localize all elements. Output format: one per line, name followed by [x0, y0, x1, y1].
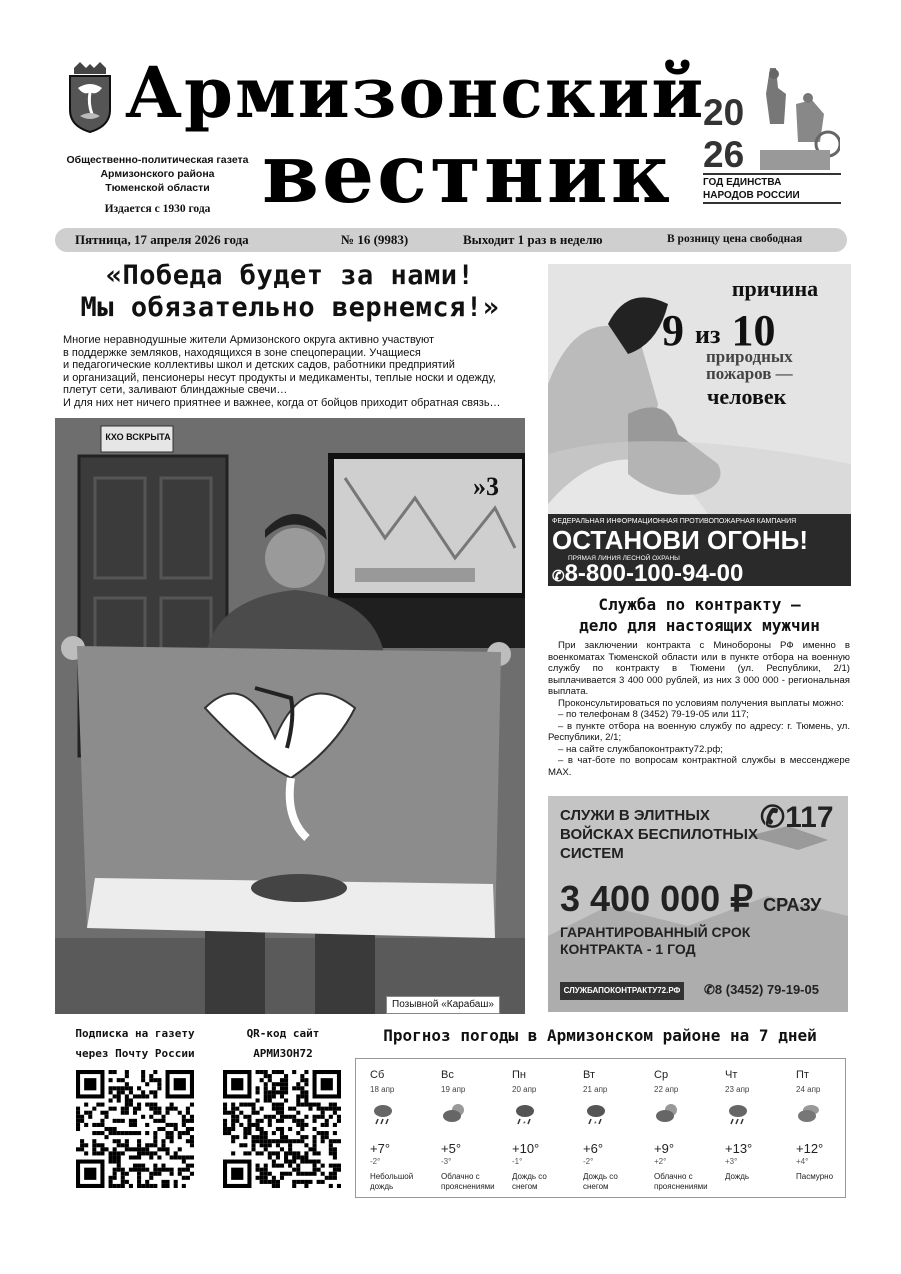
subtitle-line: Общественно-политическая газета	[66, 154, 249, 166]
rain-icon	[725, 1101, 751, 1127]
contract-paragraph: При заключении контракта с Минобороны РФ именно в военкоматах Тюменской области или в пункте отбора на военную службу по контракту в Тюмени (ул. Республики, 2/1) выплачивается 3 400 000 рублей, из них 3 000 000 - региональная выплата.	[548, 640, 850, 697]
weather-high: +6°	[583, 1141, 604, 1156]
weather-low: +2°	[654, 1157, 667, 1166]
weather-condition: Дождь со снегом	[512, 1172, 547, 1191]
year-digits-top: 20	[703, 92, 745, 133]
weather-condition: Облачно с прояснениями	[441, 1172, 495, 1191]
masthead-title-line2: вестник	[262, 126, 673, 222]
drone-site[interactable]: СЛУЖБАПОКОНТРАКТУ72.РФ	[560, 982, 684, 1000]
weather-low: -2°	[583, 1157, 594, 1166]
phone-icon: ✆	[760, 801, 786, 834]
weather-high: +9°	[654, 1141, 675, 1156]
fires-line: природных	[706, 347, 793, 366]
guarantee-line: ГАРАНТИРОВАННЫЙ СРОК	[560, 924, 751, 940]
qr-caption-line: через Почту России	[75, 1047, 195, 1060]
weather-day-date: 22 апр	[654, 1085, 679, 1094]
contract-paragraph: – по телефонам 8 (3452) 79-19-05 или 117;	[558, 709, 749, 720]
weather-condition: Дождь со снегом	[583, 1172, 618, 1191]
subtitle-line: Тюменской области	[105, 182, 210, 194]
weather-day-name: Сб	[370, 1069, 385, 1081]
weather-high: +13°	[725, 1141, 753, 1156]
drone-troops-ad	[548, 796, 848, 1012]
rain-snow-icon	[512, 1101, 538, 1127]
contract-paragraph: – на сайте службапоконтракту72.рф;	[558, 743, 723, 755]
ratio-mid: из	[695, 319, 721, 349]
contract-paragraph: Проконсультироваться по условиям получения выплаты можно:	[558, 697, 844, 709]
weather-day-date: 19 апр	[441, 1085, 466, 1094]
svg-text:*: *	[594, 1121, 597, 1127]
weather-title: Прогноз погоды в Армизонском районе на 7 дней	[383, 1026, 817, 1045]
drone-title-line: СЛУЖИ В ЭЛИТНЫХ	[560, 807, 710, 824]
headline-line: Мы обязательно вернемся!»	[80, 292, 500, 323]
weather-day-date: 21 апр	[583, 1085, 608, 1094]
weather-day-name: Вс	[441, 1069, 454, 1081]
hotline-label: ПРЯМАЯ ЛИНИЯ ЛЕСНОЙ ОХРАНЫ	[568, 555, 680, 562]
weather-day-date: 20 апр	[512, 1085, 537, 1094]
rain-icon	[370, 1101, 396, 1127]
contract-paragraph: – в чат-боте по вопросам контрактной службы в мессенджере MAX.	[548, 755, 850, 778]
fire-ad-band	[548, 514, 851, 586]
contract-title	[548, 594, 851, 636]
weather-day-date: 23 апр	[725, 1085, 750, 1094]
drone-amount	[560, 878, 821, 920]
intro-line: и организаций, пенсионеры несут продукты и медикаменты, теплые носки и одежду,	[63, 371, 496, 384]
drone-title-line: ВОЙСКАХ БЕСПИЛОТНЫХ	[560, 826, 758, 843]
soldier-with-flag-illustration	[55, 418, 525, 1014]
phone-icon: ✆	[704, 982, 715, 997]
weather-high: +5°	[441, 1141, 462, 1156]
weather-day-date: 24 апр	[796, 1085, 821, 1094]
issue-price: В розницу цена свободная	[667, 233, 803, 245]
drone-guarantee	[560, 924, 750, 958]
guarantee-line: КОНТРАКТА - 1 ГОД	[560, 941, 696, 957]
weather-condition: Небольшой дождь	[370, 1172, 414, 1191]
year-divider	[703, 202, 841, 204]
phone-icon: ✆	[552, 568, 565, 585]
lead-photo	[55, 418, 525, 1014]
weather-low: +4°	[796, 1157, 809, 1166]
qr-code-subscription[interactable]	[76, 1070, 194, 1188]
weather-day-name: Пн	[512, 1069, 526, 1081]
drone-title-line: СИСТЕМ	[560, 845, 624, 862]
drone-title	[560, 806, 758, 863]
intro-line: плетут сети, заливают блиндажные свечи…	[63, 384, 288, 397]
weather-forecast	[355, 1058, 846, 1198]
drone-short-number[interactable]	[760, 800, 834, 835]
contract-title-line: Служба по контракту —	[598, 595, 801, 614]
issue-frequency: Выходит 1 раз в неделю	[463, 232, 603, 247]
qr-caption-site	[208, 1024, 358, 1064]
drone-phone[interactable]	[704, 982, 819, 998]
partly-cloudy-icon	[654, 1101, 680, 1127]
fires-line: пожаров —	[706, 364, 793, 383]
subtitle-line: Армизонского района	[100, 168, 215, 180]
weather-day-name: Ср	[654, 1069, 669, 1081]
lead-intro	[63, 334, 525, 410]
year-slogan-line: ГОД ЕДИНСТВА	[703, 177, 782, 188]
rain-snow-icon	[583, 1101, 609, 1127]
year-divider	[703, 173, 841, 175]
weather-high: +12°	[796, 1141, 824, 1156]
intro-line: Многие неравнодушные жители Армизонского округа активно участвуют	[63, 334, 435, 346]
drone-amount-suffix: СРАЗУ	[763, 895, 822, 915]
photo-caption: Позывной «Карабаш»	[386, 996, 500, 1014]
masthead-title-line1: Армизонский	[125, 51, 706, 134]
campaign-line: ФЕДЕРАЛЬНАЯ ИНФОРМАЦИОННАЯ ПРОТИВОПОЖАРНАЯ КАМПАНИЯ	[552, 518, 797, 525]
intro-line: в поддержке земляков, находящихся в зоне спецоперации. Учащиеся	[63, 346, 421, 359]
weather-high: +10°	[512, 1141, 540, 1156]
masthead-since: Издается с 1930 года	[104, 203, 211, 215]
year-slogan-line: НАРОДОВ РОССИИ	[703, 190, 800, 201]
qr-caption-line: Подписка на газету	[75, 1027, 195, 1040]
year-slogan	[703, 176, 800, 202]
coat-of-arms-icon	[66, 62, 114, 134]
year-digits-bottom: 26	[703, 134, 745, 175]
contract-text	[548, 640, 850, 778]
overcast-icon	[796, 1101, 822, 1127]
year-logo	[703, 92, 745, 175]
qr-caption-line: QR-код сайт	[246, 1027, 320, 1040]
qr-caption-line: АРМИЗОН72	[253, 1047, 313, 1060]
continue-marker[interactable]: »3	[473, 472, 499, 501]
weather-day-name: Чт	[725, 1069, 738, 1081]
drone-short-number-text: 117	[785, 801, 834, 834]
ratio-left: 9	[662, 306, 684, 355]
qr-caption-subscription	[60, 1024, 210, 1064]
weather-high: +7°	[370, 1141, 391, 1156]
headline-line: «Победа будет за нами!	[105, 260, 475, 291]
masthead-subtitle	[40, 153, 275, 195]
drone-amount-value: 3 400 000 ₽	[560, 878, 754, 919]
contract-title-line: дело для настоящих мужчин	[579, 616, 820, 635]
weather-condition: Облачно с прояснениями	[654, 1172, 708, 1191]
weather-low: -2°	[370, 1157, 381, 1166]
issue-number: № 16 (9983)	[341, 232, 409, 247]
fire-slogan: ОСТАНОВИ ОГОНЬ!	[552, 525, 809, 555]
partly-cloudy-icon	[441, 1101, 467, 1127]
weather-condition: Дождь	[725, 1172, 750, 1181]
weather-day-name: Пт	[796, 1069, 809, 1081]
contract-paragraph: – в пункте отбора на военную службу по адресу: г. Тюмень, ул. Республики, 2/1;	[548, 720, 850, 743]
ratio-right: 10	[731, 306, 776, 355]
lead-headline	[55, 260, 525, 324]
photo-sign-text: КХО ВСКРЫТА	[105, 432, 171, 442]
intro-line: и педагогические коллективы школ и детских садов, работники предприятий	[63, 359, 455, 372]
weather-condition: Пасмурно	[796, 1172, 834, 1181]
weather-low: -3°	[441, 1157, 452, 1166]
fire-ad-fires	[706, 348, 793, 382]
fire-phone-number: 8-800-100-94-00	[564, 560, 744, 587]
issue-info-bar	[55, 228, 847, 252]
fire-ad-reason: причина	[731, 276, 819, 301]
weather-day-name: Вт	[583, 1069, 596, 1081]
fire-ad-person: человек	[707, 384, 787, 409]
weather-low: +3°	[725, 1157, 738, 1166]
fire-phone[interactable]	[552, 560, 743, 588]
weather-low: -1°	[512, 1157, 523, 1166]
svg-text:*: *	[523, 1121, 526, 1127]
intro-line: И для них нет ничего приятнее и важнее, когда от бойцов приходит обратная связь…	[63, 396, 501, 409]
monument-icon	[740, 64, 840, 174]
drone-phone-number: 8 (3452) 79-19-05	[714, 982, 819, 997]
issue-date: Пятница, 17 апреля 2026 года	[75, 232, 249, 247]
weather-day-date: 18 апр	[370, 1085, 395, 1094]
qr-code-site[interactable]	[223, 1070, 341, 1188]
